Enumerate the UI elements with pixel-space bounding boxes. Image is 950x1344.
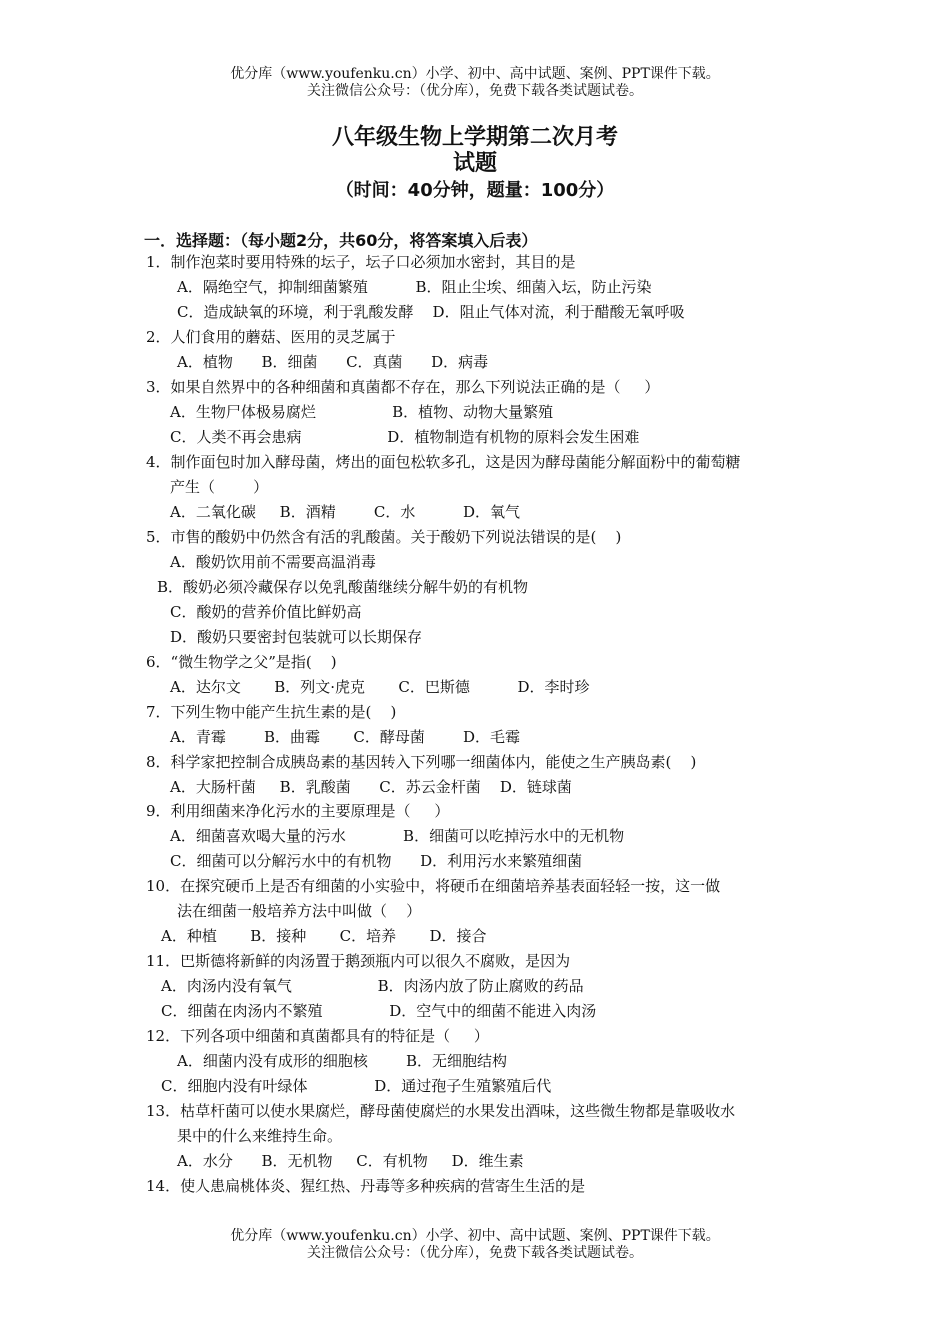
section-heading: 一．选择题：（每小题2分，共60分，将答案填入后表）	[144, 231, 538, 250]
option-line: A．青霉 B．曲霉 C．酵母菌 D．毛霉	[170, 728, 521, 746]
title-line-2: 试题	[452, 151, 497, 176]
question-line: 13．枯草杆菌可以使水果腐烂，酵母菌使腐烂的水果发出酒味，这些微生物都是靠吸收水	[146, 1102, 736, 1120]
header-line-1: 优分库（www.youfenku.cn）小学、初中、高中试题、案例、PPT课件下载。	[230, 66, 720, 82]
footer-line-2: 关注微信公众号：（优分库），免费下载各类试题试卷。	[307, 1245, 643, 1261]
option-line: A．水分 B．无机物 C．有机物 D．维生素	[177, 1152, 524, 1170]
question-line: 2．人们食用的蘑菇、医用的灵芝属于	[146, 328, 396, 346]
question-line: 10．在探究硬币上是否有细菌的小实验中，将硬币在细菌培养基表面轻轻一按，这一做	[146, 877, 721, 895]
option-line: C．细菌可以分解污水中的有机物 D．利用污水来繁殖细菌	[170, 852, 583, 870]
option-line: A．隔绝空气，抑制细菌繁殖 B．阻止尘埃、细菌入坛，防止污染	[177, 278, 652, 296]
option-line: C．细胞内没有叶绿体 D．通过孢子生殖繁殖后代	[161, 1077, 552, 1095]
option-line: A．肉汤内没有氧气 B．肉汤内放了防止腐败的药品	[161, 977, 584, 995]
question-line: 9．利用细菌来净化污水的主要原理是（ ）	[146, 802, 450, 820]
option-line: A．大肠杆菌 B．乳酸菌 C．苏云金杆菌 D．链球菌	[170, 778, 572, 796]
page-header	[0, 66, 950, 100]
question-line: 法在细菌一般培养方法中叫做（ ）	[177, 902, 422, 920]
option-line: A．二氧化碳 B．酒精 C．水 D．氧气	[170, 503, 521, 521]
option-line: A．生物尸体极易腐烂 B．植物、动物大量繁殖	[170, 403, 554, 421]
title-line-3: （时间：40分钟，题量：100分）	[335, 180, 615, 201]
option-line: C．造成缺氧的环境，利于乳酸发酵 D．阻止气体对流，利于醋酸无氧呼吸	[177, 303, 685, 321]
question-line: 6．“微生物学之父”是指( )	[146, 653, 337, 671]
question-line: 产生（ ）	[170, 478, 269, 496]
option-line: A．种植 B．接种 C．培养 D．接合	[161, 927, 487, 945]
option-line: C．酸奶的营养价值比鲜奶高	[170, 603, 362, 621]
option-line: A．植物 B．细菌 C．真菌 D．病毒	[177, 353, 489, 371]
question-line: 11．巴斯德将新鲜的肉汤置于鹅颈瓶内可以很久不腐败，是因为	[146, 952, 571, 970]
question-line: 5．市售的酸奶中仍然含有活的乳酸菌。关于酸奶下列说法错误的是( )	[146, 528, 622, 546]
question-line: 12．下列各项中细菌和真菌都具有的特征是（ ）	[146, 1027, 489, 1045]
option-line: A．细菌喜欢喝大量的污水 B．细菌可以吃掉污水中的无机物	[170, 827, 625, 845]
option-line: C．细菌在肉汤内不繁殖 D．空气中的细菌不能进入肉汤	[161, 1002, 597, 1020]
question-line: 3．如果自然界中的各种细菌和真菌都不存在，那么下列说法正确的是（ ）	[146, 378, 660, 396]
option-line: A．酸奶饮用前不需要高温消毒	[170, 553, 376, 571]
question-line: 7．下列生物中能产生抗生素的是( )	[146, 703, 397, 721]
footer-line-1: 优分库（www.youfenku.cn）小学、初中、高中试题、案例、PPT课件下载。	[230, 1228, 720, 1244]
page-footer	[0, 1228, 950, 1262]
question-line: 1．制作泡菜时要用特殊的坛子，坛子口必须加水密封，其目的是	[146, 253, 576, 271]
question-line: 4．制作面包时加入酵母菌，烤出的面包松软多孔，这是因为酵母菌能分解面粉中的葡萄糖	[146, 453, 741, 471]
header-line-2: 关注微信公众号：（优分库），免费下载各类试题试卷。	[307, 83, 643, 99]
option-line: A．达尔文 B．列文·虎克 C．巴斯德 D．李时珍	[170, 678, 590, 696]
title-line-1: 八年级生物上学期第二次月考	[331, 125, 618, 150]
option-line: A．细菌内没有成形的细胞核 B．无细胞结构	[177, 1052, 508, 1070]
question-line: 14．使人患扁桃体炎、猩红热、丹毒等多种疾病的营寄生生活的是	[146, 1177, 586, 1195]
document-title	[0, 124, 950, 206]
option-line: B．酸奶必须冷藏保存以免乳酸菌继续分解牛奶的有机物	[157, 578, 529, 596]
question-line: 果中的什么来维持生命。	[177, 1127, 343, 1145]
option-line: D．酸奶只要密封包装就可以长期保存	[170, 628, 423, 646]
question-line: 8．科学家把控制合成胰岛素的基因转入下列哪一细菌体内，能使之生产胰岛素( )	[146, 753, 697, 771]
option-line: C．人类不再会患病 D．植物制造有机物的原料会发生困难	[170, 428, 640, 446]
